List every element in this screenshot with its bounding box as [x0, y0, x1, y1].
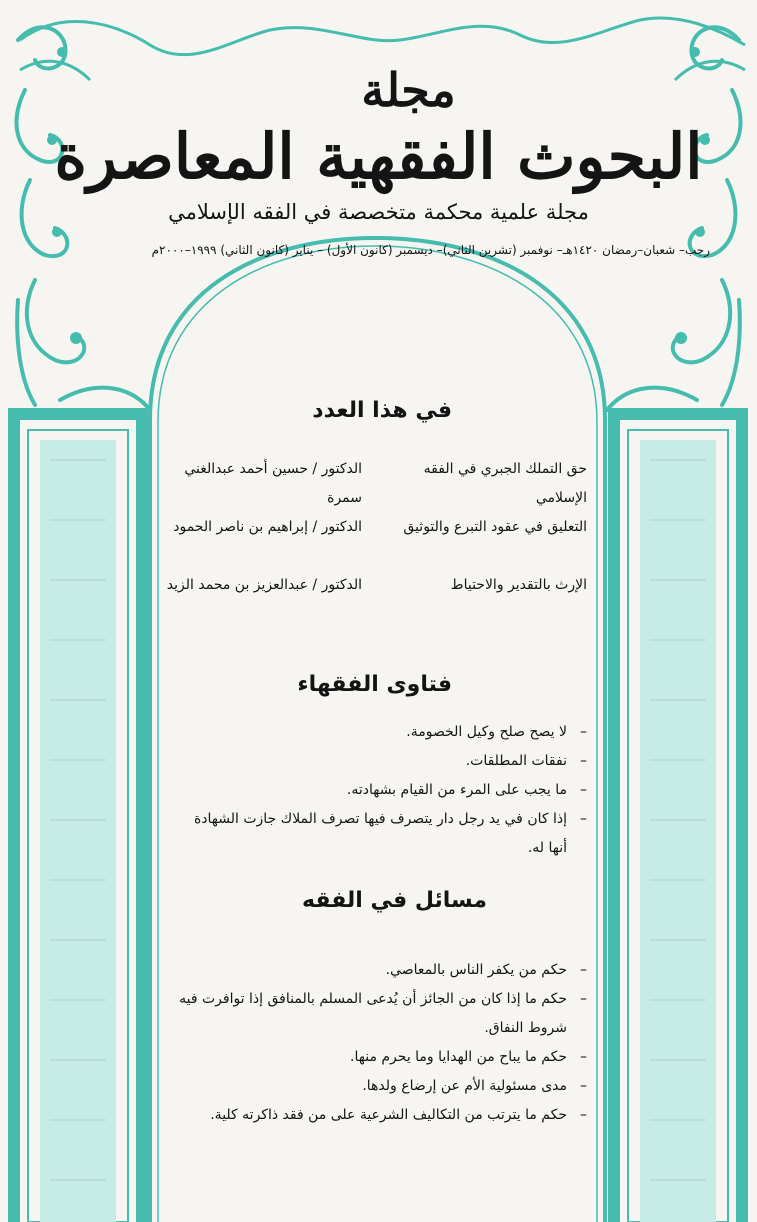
masail-heading: مسائل في الفقه [302, 888, 487, 913]
toc-author: الدكتور / إبراهيم بن ناصر الحمود [173, 519, 362, 535]
toc-entry [157, 455, 587, 513]
toc-author: الدكتور / عبدالعزيز بن محمد الزيد [166, 577, 362, 593]
toc-entry [157, 571, 587, 629]
toc-topic: التعليق في عقود التبرع والتوثيق [403, 519, 587, 535]
fatawa-list [172, 718, 587, 863]
magazine-title: البحوث الفقهية المعاصرة [54, 120, 703, 193]
magazine-subtitle: مجلة علمية محكمة متخصصة في الفقه الإسلامي [168, 200, 589, 224]
list-item: – حكم من يكفر الناس بالمعاصي. [172, 956, 587, 985]
magazine-label: مجلة [361, 63, 456, 117]
masail-list [172, 956, 587, 1130]
in-this-issue-heading: في هذا العدد [312, 398, 452, 423]
issue-date-line: رجب– شعبان–رمضان ١٤٢٠هـ– نوفمبر (تشرين الثاني)– ديسمبر (كانون الأول) – يناير (كانون الثاني) ١٩٩٩–٢٠٠٠م [151, 243, 710, 257]
toc-topic: حق التملك الجبري في الفقه الإسلامي [423, 461, 587, 506]
fatawa-heading: فتاوى الفقهاء [297, 672, 452, 697]
list-item: – حكم ما يترتب من التكاليف الشرعية على من فقد ذاكرته كلية. [172, 1101, 587, 1130]
toc-topic: الإرث بالتقدير والاحتياط [450, 577, 587, 593]
list-item: – نفقات المطلقات. [172, 747, 587, 776]
toc-author: الدكتور / حسين أحمد عبدالغني سمرة [184, 461, 362, 506]
toc-entry [157, 513, 587, 571]
list-item: – حكم ما إذا كان من الجائز أن يُدعى المسلم بالمنافق إذا توافرت فيه شروط النفاق. [172, 985, 587, 1043]
list-item: – لا يصح صلح وكيل الخصومة. [172, 718, 587, 747]
list-item: – مدى مسئولية الأم عن إرضاع ولدها. [172, 1072, 587, 1101]
list-item: – حكم ما يباح من الهدايا وما يحرم منها. [172, 1043, 587, 1072]
list-item: – ما يجب على المرء من القيام بشهادته. [172, 776, 587, 805]
list-item: – إذا كان في يد رجل دار يتصرف فيها تصرف الملاك جازت الشهادة أنها له. [172, 805, 587, 863]
